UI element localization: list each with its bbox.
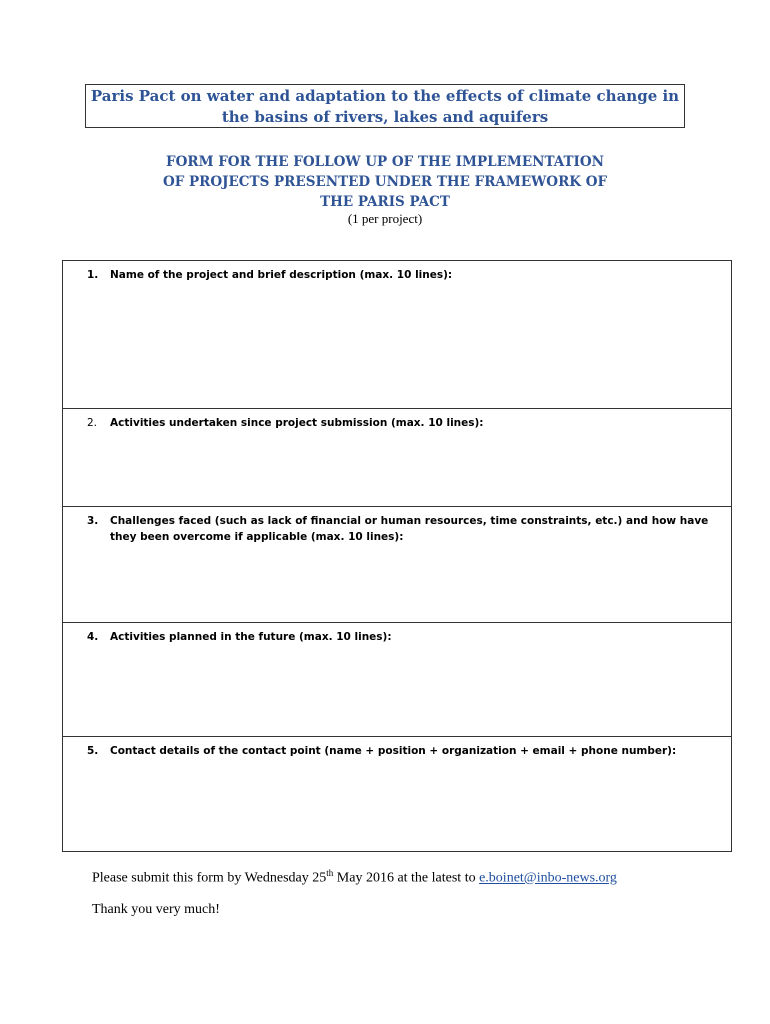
- submit-text-before: Please submit this form by Wednesday 25: [92, 870, 327, 886]
- section-number: 3.: [87, 515, 99, 527]
- submit-text-after: May 2016 at the latest to: [333, 870, 480, 886]
- form-heading: [100, 152, 670, 212]
- section-challenges-faced[interactable]: [63, 507, 731, 623]
- section-label: [87, 513, 727, 545]
- section-text: Activities undertaken since project submission (max. 10 lines):: [110, 417, 484, 429]
- section-label: [87, 743, 727, 759]
- section-text: Contact details of the contact point (name + position + organization + email + phone number):: [110, 745, 677, 757]
- section-number: 1.: [87, 269, 99, 281]
- email-link[interactable]: e.boinet@inbo-news.org: [479, 870, 617, 886]
- submit-instructions: [92, 868, 617, 887]
- thank-you-text: Thank you very much!: [92, 902, 220, 917]
- section-activities-planned[interactable]: [63, 623, 731, 737]
- document-title-box: [85, 84, 685, 128]
- form-heading-line-1: FORM FOR THE FOLLOW UP OF THE IMPLEMENTATION: [166, 154, 604, 170]
- section-text: Name of the project and brief description (max. 10 lines):: [110, 269, 453, 281]
- section-activities-undertaken[interactable]: [63, 409, 731, 507]
- title-line-2: the basins of rivers, lakes and aquifers: [221, 108, 549, 126]
- form-table: [62, 260, 732, 852]
- section-contact-details[interactable]: [63, 737, 731, 851]
- form-heading-line-3: THE PARIS PACT: [320, 194, 450, 210]
- section-label: [87, 629, 727, 645]
- section-label: [87, 267, 727, 283]
- submit-date-suffix: th: [326, 868, 334, 878]
- section-label: [87, 415, 727, 431]
- section-project-name[interactable]: [63, 261, 731, 409]
- title-line-1: Paris Pact on water and adaptation to the effects of climate change in: [90, 87, 680, 105]
- form-heading-line-2: OF PROJECTS PRESENTED UNDER THE FRAMEWORK OF: [162, 174, 608, 190]
- per-project-note: (1 per project): [347, 211, 423, 226]
- section-number: 4.: [87, 631, 99, 643]
- section-text: Challenges faced (such as lack of financial or human resources, time constraints, etc.) and how have they been overcome if applicable (max. 10 lines):: [110, 515, 709, 543]
- section-number: 5.: [87, 745, 99, 757]
- section-text: Activities planned in the future (max. 10 lines):: [110, 631, 392, 643]
- section-number: 2.: [87, 417, 98, 429]
